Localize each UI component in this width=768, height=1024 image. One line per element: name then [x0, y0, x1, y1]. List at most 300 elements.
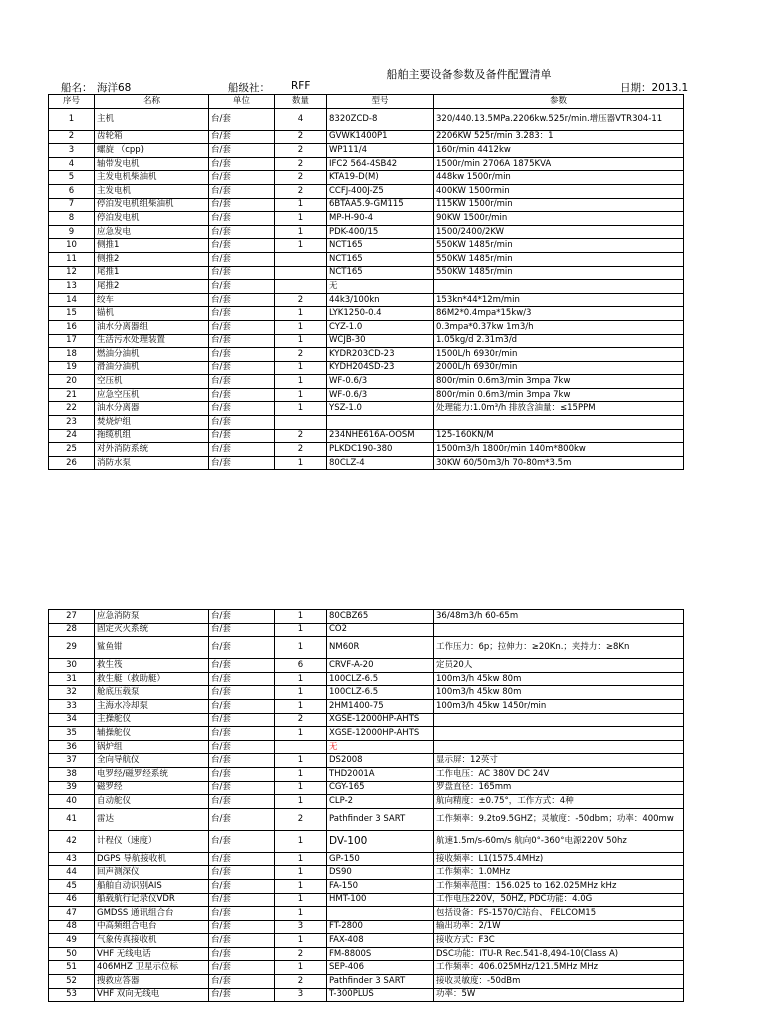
table-row	[49, 252, 684, 266]
table-row	[49, 212, 684, 226]
row-no: 50	[49, 947, 95, 961]
row-model: Pathfinder 3 SART	[327, 975, 434, 989]
row-no: 32	[49, 686, 95, 700]
row-model: CYZ-1.0	[327, 320, 434, 334]
row-model: FM-8800S	[327, 947, 434, 961]
row-name: 齿轮箱	[95, 130, 209, 144]
row-name: 船载航行记录仪VDR	[95, 893, 209, 907]
row-spec: 工作频率：406.025MHz/121.5MHz MHz	[434, 961, 684, 975]
row-name: 空压机	[95, 375, 209, 389]
table-row	[49, 988, 684, 1002]
row-qty: 1	[275, 767, 327, 781]
row-qty: 1	[275, 320, 327, 334]
table-row	[49, 239, 684, 253]
row-model: PDK-400/15	[327, 225, 434, 239]
row-unit: 台/套	[209, 252, 275, 266]
row-name: 主机	[95, 108, 209, 130]
row-no: 39	[49, 781, 95, 795]
row-unit: 台/套	[209, 171, 275, 185]
row-model: CO2	[327, 623, 434, 637]
row-name: 锚机	[95, 307, 209, 321]
row-spec: 航向精度：±0.75°，工作方式：4种	[434, 795, 684, 809]
row-spec: 86M2*0.4mpa*15kw/3	[434, 307, 684, 321]
row-spec: 448kw 1500r/min	[434, 171, 684, 185]
row-no: 19	[49, 361, 95, 375]
row-name: 固定灭火系统	[95, 623, 209, 637]
row-unit: 台/套	[209, 157, 275, 171]
row-spec: 400KW 1500rmin	[434, 184, 684, 198]
table-row	[49, 157, 684, 171]
row-qty: 1	[275, 727, 327, 741]
table-row	[49, 947, 684, 961]
row-spec	[434, 740, 684, 754]
row-qty: 1	[275, 456, 327, 470]
row-model: T-300PLUS	[327, 988, 434, 1002]
table-row	[49, 699, 684, 713]
row-spec: 包括设备：FS-1570/C站台、 FELCOM15	[434, 907, 684, 921]
row-spec: 1500r/min 2706A 1875KVA	[434, 157, 684, 171]
table-row	[49, 320, 684, 334]
row-qty	[275, 416, 327, 430]
date-label: 日期：2013.1	[620, 82, 689, 94]
row-unit: 台/套	[209, 108, 275, 130]
row-spec: 工作频率：1.0MHz	[434, 866, 684, 880]
row-name: 回声测深仪	[95, 866, 209, 880]
row-model: DV-100	[327, 830, 434, 852]
row-spec: 0.3mpa*0.37kw 1m3/h	[434, 320, 684, 334]
table-row	[49, 171, 684, 185]
row-qty: 3	[275, 920, 327, 934]
row-qty	[275, 280, 327, 294]
ship-name: 海洋68	[97, 82, 132, 94]
class-name: RFF	[291, 80, 311, 92]
row-model: PLKDC190-380	[327, 443, 434, 457]
row-no: 8	[49, 212, 95, 226]
row-qty: 1	[275, 907, 327, 921]
row-qty: 1	[275, 795, 327, 809]
row-spec: 160r/min 4412kw	[434, 144, 684, 158]
row-unit: 台/套	[209, 456, 275, 470]
row-spec: 320/440.13.5MPa.2206kw.525r/min.增压器VTR304-11	[434, 108, 684, 130]
row-name: VHF 双向无线电	[95, 988, 209, 1002]
row-unit: 台/套	[209, 623, 275, 637]
table-row	[49, 830, 684, 852]
row-spec: 工作电压220V，50HZ, PDC功能：4.0G	[434, 893, 684, 907]
row-spec: 输出功率：2/1W	[434, 920, 684, 934]
row-name: 船舶自动识别AIS	[95, 879, 209, 893]
table-row	[49, 879, 684, 893]
row-model: FAX-408	[327, 934, 434, 948]
row-no: 42	[49, 830, 95, 852]
row-name: 主操舵仪	[95, 713, 209, 727]
row-spec: DSC功能：ITU-R Rec.541-8,494-10(Class A)	[434, 947, 684, 961]
row-qty: 2	[275, 443, 327, 457]
row-model: HMT-100	[327, 893, 434, 907]
row-qty: 2	[275, 947, 327, 961]
row-no: 5	[49, 171, 95, 185]
row-name: 消防水泵	[95, 456, 209, 470]
row-unit: 台/套	[209, 280, 275, 294]
row-qty: 1	[275, 637, 327, 659]
row-no: 40	[49, 795, 95, 809]
table-row	[49, 754, 684, 768]
row-qty: 2	[275, 808, 327, 830]
row-model: 8320ZCD-8	[327, 108, 434, 130]
row-unit: 台/套	[209, 975, 275, 989]
row-spec: 航速1.5m/s-60m/s 航向0°-360°电源220V 50hz	[434, 830, 684, 852]
row-no: 2	[49, 130, 95, 144]
row-spec: 800r/min 0.6m3/min 3mpa 7kw	[434, 388, 684, 402]
table-row	[49, 443, 684, 457]
row-model: FA-150	[327, 879, 434, 893]
row-name: 电罗经/磁罗经系统	[95, 767, 209, 781]
row-qty: 1	[275, 388, 327, 402]
row-qty: 3	[275, 988, 327, 1002]
row-name: 磁罗经	[95, 781, 209, 795]
table-row	[49, 388, 684, 402]
table-row	[49, 293, 684, 307]
row-qty: 1	[275, 699, 327, 713]
row-no: 34	[49, 713, 95, 727]
row-name: 雷达	[95, 808, 209, 830]
row-model: 6BTAA5.9-GM115	[327, 198, 434, 212]
row-qty	[275, 252, 327, 266]
row-no: 26	[49, 456, 95, 470]
row-no: 12	[49, 266, 95, 280]
row-qty: 1	[275, 893, 327, 907]
row-spec: 115KW 1500r/min	[434, 198, 684, 212]
row-name: 尾推2	[95, 280, 209, 294]
row-model: WF-0.6/3	[327, 375, 434, 389]
row-unit: 台/套	[209, 334, 275, 348]
row-no: 1	[49, 108, 95, 130]
row-no: 31	[49, 672, 95, 686]
row-qty: 1	[275, 225, 327, 239]
header-row	[49, 95, 684, 109]
table-row	[49, 975, 684, 989]
row-name: 搜救应答器	[95, 975, 209, 989]
row-spec: 100m3/h 45kw 80m	[434, 686, 684, 700]
row-no: 37	[49, 754, 95, 768]
row-name: 救生筏	[95, 659, 209, 673]
equipment-table-1	[48, 94, 684, 470]
row-name: 救生艇（救助艇）	[95, 672, 209, 686]
table-row	[49, 416, 684, 430]
row-model: WF-0.6/3	[327, 388, 434, 402]
row-qty: 2	[275, 157, 327, 171]
row-unit: 台/套	[209, 375, 275, 389]
row-spec: 1.05kg/d 2.31m3/d	[434, 334, 684, 348]
row-no: 6	[49, 184, 95, 198]
row-name: 拖缆机组	[95, 429, 209, 443]
row-model: 100CLZ-6.5	[327, 672, 434, 686]
row-qty	[275, 740, 327, 754]
row-no: 16	[49, 320, 95, 334]
row-spec: 550KW 1485r/min	[434, 252, 684, 266]
row-model: FT-2800	[327, 920, 434, 934]
row-unit: 台/套	[209, 767, 275, 781]
row-name: 螺旋 （cpp)	[95, 144, 209, 158]
row-qty: 2	[275, 184, 327, 198]
row-spec: 800r/min 0.6m3/min 3mpa 7kw	[434, 375, 684, 389]
table-row	[49, 659, 684, 673]
row-model: 100CLZ-6.5	[327, 686, 434, 700]
row-qty: 1	[275, 307, 327, 321]
row-spec: 30KW 60/50m3/h 70-80m*3.5m	[434, 456, 684, 470]
row-name: 自动舵仪	[95, 795, 209, 809]
table-row	[49, 623, 684, 637]
row-model: LYK1250-0.4	[327, 307, 434, 321]
row-unit: 台/套	[209, 610, 275, 624]
row-model: CRVF-A-20	[327, 659, 434, 673]
row-model: NCT165	[327, 239, 434, 253]
row-qty: 1	[275, 879, 327, 893]
row-name: 油水分离器	[95, 402, 209, 416]
row-spec: 工作压力：6p；拉伸力：≥20Kn.；夹持力：≥8Kn	[434, 637, 684, 659]
row-qty	[275, 266, 327, 280]
table-row	[49, 808, 684, 830]
row-name: 绞车	[95, 293, 209, 307]
row-model: CCFJ-400J-Z5	[327, 184, 434, 198]
row-no: 17	[49, 334, 95, 348]
row-qty: 1	[275, 623, 327, 637]
row-name: VHF 无线电话	[95, 947, 209, 961]
row-name: 计程仪（速度）	[95, 830, 209, 852]
row-no: 21	[49, 388, 95, 402]
row-spec: 100m3/h 45kw 1450r/min	[434, 699, 684, 713]
table-row	[49, 429, 684, 443]
row-spec	[434, 727, 684, 741]
row-model: WCJB-30	[327, 334, 434, 348]
row-unit: 台/套	[209, 184, 275, 198]
row-unit: 台/套	[209, 686, 275, 700]
table-row	[49, 920, 684, 934]
row-spec: 1500m3/h 1800r/min 140m*800kw	[434, 443, 684, 457]
row-unit: 台/套	[209, 830, 275, 852]
row-no: 10	[49, 239, 95, 253]
col-header-no: 序号	[49, 95, 95, 109]
row-model	[327, 416, 434, 430]
row-model: 2HM1400-75	[327, 699, 434, 713]
row-qty: 1	[275, 830, 327, 852]
row-unit: 台/套	[209, 130, 275, 144]
row-unit: 台/套	[209, 713, 275, 727]
row-unit: 台/套	[209, 672, 275, 686]
row-unit: 台/套	[209, 239, 275, 253]
row-unit: 台/套	[209, 659, 275, 673]
row-spec: 功率：5W	[434, 988, 684, 1002]
row-no: 4	[49, 157, 95, 171]
row-spec: 定员20人	[434, 659, 684, 673]
row-unit: 台/套	[209, 348, 275, 362]
row-unit: 台/套	[209, 754, 275, 768]
table-row	[49, 740, 684, 754]
row-model: KYDR203CD-23	[327, 348, 434, 362]
table-row	[49, 456, 684, 470]
table-row	[49, 307, 684, 321]
table-row	[49, 961, 684, 975]
row-model: 234NHE616A-OOSM	[327, 429, 434, 443]
row-spec: 100m3/h 45kw 80m	[434, 672, 684, 686]
table-row	[49, 280, 684, 294]
row-no: 18	[49, 348, 95, 362]
row-unit: 台/套	[209, 699, 275, 713]
row-name: 应急发电	[95, 225, 209, 239]
row-model: WP111/4	[327, 144, 434, 158]
row-name: 中高频组合电台	[95, 920, 209, 934]
row-no: 27	[49, 610, 95, 624]
row-spec	[434, 280, 684, 294]
document-title: 船舶主要设备参数及备件配置清单	[386, 68, 552, 81]
row-spec: 1500/2400/2KW	[434, 225, 684, 239]
row-qty: 1	[275, 334, 327, 348]
row-name: 尾推1	[95, 266, 209, 280]
table-row	[49, 686, 684, 700]
row-spec: 显示屏：12英寸	[434, 754, 684, 768]
table-row	[49, 184, 684, 198]
row-no: 24	[49, 429, 95, 443]
table-row	[49, 198, 684, 212]
row-no: 38	[49, 767, 95, 781]
row-name: 主发电机柴油机	[95, 171, 209, 185]
row-model	[327, 907, 434, 921]
table-row	[49, 375, 684, 389]
row-no: 20	[49, 375, 95, 389]
row-no: 47	[49, 907, 95, 921]
table-row	[49, 225, 684, 239]
row-name: 舱底压载泵	[95, 686, 209, 700]
row-qty: 1	[275, 961, 327, 975]
row-no: 52	[49, 975, 95, 989]
row-qty: 1	[275, 686, 327, 700]
row-name: 燃油分油机	[95, 348, 209, 362]
row-no: 46	[49, 893, 95, 907]
row-qty: 2	[275, 293, 327, 307]
row-qty: 1	[275, 866, 327, 880]
row-name: 应急消防泵	[95, 610, 209, 624]
row-name: 辅操舵仪	[95, 727, 209, 741]
row-spec	[434, 623, 684, 637]
row-spec: 工作频率：9.2to9.5GHZ；灵敏度：-50dbm；功率：400mw	[434, 808, 684, 830]
row-qty: 1	[275, 402, 327, 416]
header-line	[49, 80, 689, 94]
row-no: 15	[49, 307, 95, 321]
row-spec: 工作电压：AC 380V DC 24V	[434, 767, 684, 781]
row-no: 48	[49, 920, 95, 934]
row-spec: 罗盘直径：165mm	[434, 781, 684, 795]
row-name: 停泊发电机	[95, 212, 209, 226]
row-no: 30	[49, 659, 95, 673]
col-header-unit: 单位	[209, 95, 275, 109]
row-qty: 1	[275, 361, 327, 375]
row-name: DGPS 导航接收机	[95, 852, 209, 866]
row-unit: 台/套	[209, 361, 275, 375]
row-name: 轴带发电机	[95, 157, 209, 171]
row-name: 全向导航仪	[95, 754, 209, 768]
row-qty: 2	[275, 429, 327, 443]
row-spec: 接收方式：F3C	[434, 934, 684, 948]
row-spec: 153kn*44*12m/min	[434, 293, 684, 307]
row-no: 28	[49, 623, 95, 637]
row-qty: 1	[275, 239, 327, 253]
row-spec: 36/48m3/h 60-65m	[434, 610, 684, 624]
row-spec	[434, 416, 684, 430]
row-unit: 台/套	[209, 307, 275, 321]
table-row	[49, 348, 684, 362]
col-header-qty: 数量	[275, 95, 327, 109]
table-row	[49, 907, 684, 921]
row-qty: 1	[275, 754, 327, 768]
table-row	[49, 334, 684, 348]
row-qty: 1	[275, 610, 327, 624]
table-row	[49, 637, 684, 659]
row-no: 29	[49, 637, 95, 659]
row-model: CGY-165	[327, 781, 434, 795]
row-unit: 台/套	[209, 225, 275, 239]
row-unit: 台/套	[209, 866, 275, 880]
row-no: 44	[49, 866, 95, 880]
row-model: THD2001A	[327, 767, 434, 781]
row-name: GMDSS 通讯组合台	[95, 907, 209, 921]
row-name: 焚烧炉组	[95, 416, 209, 430]
row-no: 36	[49, 740, 95, 754]
row-no: 33	[49, 699, 95, 713]
table-row	[49, 727, 684, 741]
row-no: 7	[49, 198, 95, 212]
row-no: 23	[49, 416, 95, 430]
row-no: 9	[49, 225, 95, 239]
row-spec: 125-160KN/M	[434, 429, 684, 443]
equipment-table-2	[48, 609, 684, 1002]
row-qty: 2	[275, 144, 327, 158]
row-unit: 台/套	[209, 443, 275, 457]
table-row	[49, 108, 684, 130]
class-label: 船级社：	[228, 82, 270, 94]
row-name: 锅炉组	[95, 740, 209, 754]
row-model: SEP-406	[327, 961, 434, 975]
row-spec: 550KW 1485r/min	[434, 266, 684, 280]
row-name: 主发电机	[95, 184, 209, 198]
row-qty: 4	[275, 108, 327, 130]
row-no: 35	[49, 727, 95, 741]
row-qty: 2	[275, 171, 327, 185]
row-unit: 台/套	[209, 961, 275, 975]
row-name: 406MHZ 卫星示位标	[95, 961, 209, 975]
row-no: 53	[49, 988, 95, 1002]
table-row	[49, 672, 684, 686]
table-row	[49, 852, 684, 866]
row-spec: 工作频率范围：156.025 to 162.025MHz kHz	[434, 879, 684, 893]
row-unit: 台/套	[209, 879, 275, 893]
row-qty: 1	[275, 781, 327, 795]
row-name: 应急空压机	[95, 388, 209, 402]
row-model: NCT165	[327, 266, 434, 280]
row-no: 51	[49, 961, 95, 975]
table-row	[49, 767, 684, 781]
row-unit: 台/套	[209, 416, 275, 430]
row-model: DS2008	[327, 754, 434, 768]
row-no: 49	[49, 934, 95, 948]
row-name: 生活污水处理装置	[95, 334, 209, 348]
row-unit: 台/套	[209, 198, 275, 212]
row-unit: 台/套	[209, 740, 275, 754]
row-model: NM60R	[327, 637, 434, 659]
table-row	[49, 130, 684, 144]
row-model: KYDH204SD-23	[327, 361, 434, 375]
row-spec: 550KW 1485r/min	[434, 239, 684, 253]
row-model: 44k3/100kn	[327, 293, 434, 307]
row-unit: 台/套	[209, 893, 275, 907]
